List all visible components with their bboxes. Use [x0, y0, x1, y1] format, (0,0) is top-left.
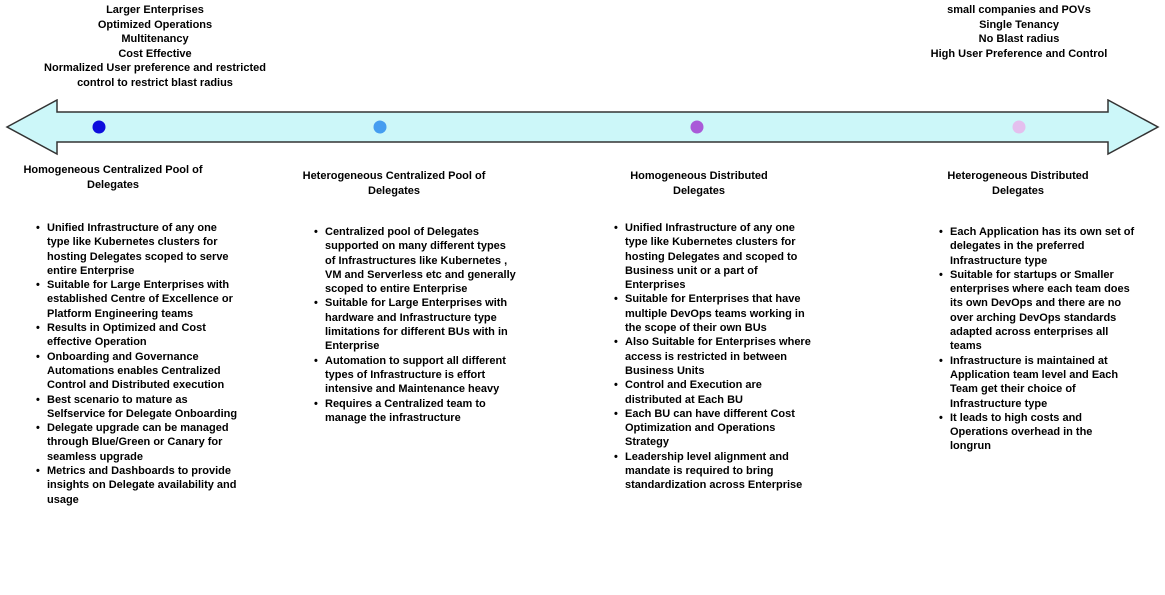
- label-line: Single Tenancy: [979, 18, 1059, 31]
- column-list-heterogeneous-centralized: [308, 225, 517, 425]
- bullet-item: • Suitable for Enterprises that have multiple DevOps teams working in the scope of their own BUs: [625, 292, 815, 335]
- label-line: Optimized Operations: [97, 18, 213, 31]
- bullet-item: • Unified Infrastructure of any one type like Kubernetes clusters for hosting Delegates and scoped to Business unit or a part of Enterprises: [625, 221, 815, 292]
- bullet-item: • Metrics and Dashboards to provide insights on Delegate availability and usage: [47, 464, 239, 507]
- column-title-heterogeneous-distributed: Heterogeneous Distributed Delegates: [947, 170, 1089, 197]
- column-list-homogeneous-centralized: [30, 221, 239, 507]
- spectrum-arrow: [0, 99, 1165, 157]
- bullet-item: • Best scenario to mature as Selfservice for Delegate Onboarding: [47, 393, 239, 422]
- label-line: Normalized User preference and restricted: [44, 62, 266, 74]
- label-line: Cost Effective: [118, 47, 192, 60]
- bullet-item: • Requires a Centralized team to manage the infrastructure: [325, 397, 517, 426]
- bullet-item: • Leadership level alignment and mandate is required to bring standardization across Enterprise: [625, 450, 815, 493]
- bullet-item: • Automation to support all different types of Infrastructure is effort intensive and Maintenance heavy: [325, 354, 517, 397]
- bullet-item: • It leads to high costs and Operations overhead in the longrun: [950, 411, 1136, 454]
- label-line: control to restrict blast radius: [77, 76, 233, 89]
- left-end-label: [25, 3, 285, 90]
- timeline-dot-3: [691, 121, 704, 134]
- double-arrow-shape: [7, 100, 1158, 154]
- column-title-homogeneous-distributed: Homogeneous Distributed Delegates: [630, 170, 768, 197]
- label-line: No Blast radius: [978, 33, 1060, 45]
- column-title-homogeneous-centralized: Homogeneous Centralized Pool of Delegates: [23, 164, 203, 191]
- column-list-homogeneous-distributed: [608, 221, 815, 493]
- bullet-item: • Suitable for Large Enterprises with established Centre of Excellence or Platform Engineering teams: [47, 278, 239, 321]
- bullet-item: • Each Application has its own set of delegates in the preferred Infrastructure type: [950, 225, 1136, 268]
- bullet-item: • Onboarding and Governance Automations enables Centralized Control and Distributed execution: [47, 350, 239, 393]
- label-line: Multitenancy: [121, 33, 189, 45]
- bullet-item: • Suitable for Large Enterprises with hardware and Infrastructure type limitations for different BUs with in Enterprise: [325, 296, 517, 353]
- bullet-item: • Results in Optimized and Cost effective Operation: [47, 321, 239, 350]
- bullet-item: • Unified Infrastructure of any one type like Kubernetes clusters for hosting Delegates scoped to serve entire Enterprise: [47, 221, 239, 278]
- bullet-item: • Infrastructure is maintained at Application team level and Each Team get their choice of Infrastructure type: [950, 354, 1136, 411]
- timeline-dot-4: [1013, 121, 1026, 134]
- bullet-item: • Centralized pool of Delegates supported on many different types of Infrastructures like Kubernetes , VM and Serverless etc and generally scoped to entire Enterprise: [325, 225, 517, 296]
- bullet-item: • Each BU can have different Cost Optimization and Operations Strategy: [625, 407, 815, 450]
- bullet-item: • Delegate upgrade can be managed through Blue/Green or Canary for seamless upgrade: [47, 421, 239, 464]
- label-line: small companies and POVs: [947, 4, 1091, 16]
- right-end-label: [889, 3, 1149, 61]
- label-line: Larger Enterprises: [106, 4, 204, 16]
- timeline-dot-1: [93, 121, 106, 134]
- bullet-item: • Control and Execution are distributed at Each BU: [625, 378, 815, 407]
- column-list-heterogeneous-distributed: [933, 225, 1136, 454]
- bullet-item: • Suitable for startups or Smaller enterprises where each team does its own DevOps and there are no over arching DevOps standards adapted across enterprises all teams: [950, 268, 1136, 354]
- timeline-dot-2: [374, 121, 387, 134]
- bullet-item: • Also Suitable for Enterprises where access is restricted in between Business Units: [625, 335, 815, 378]
- column-title-heterogeneous-centralized: Heterogeneous Centralized Pool of Delegates: [302, 170, 486, 197]
- label-line: High User Preference and Control: [930, 47, 1108, 60]
